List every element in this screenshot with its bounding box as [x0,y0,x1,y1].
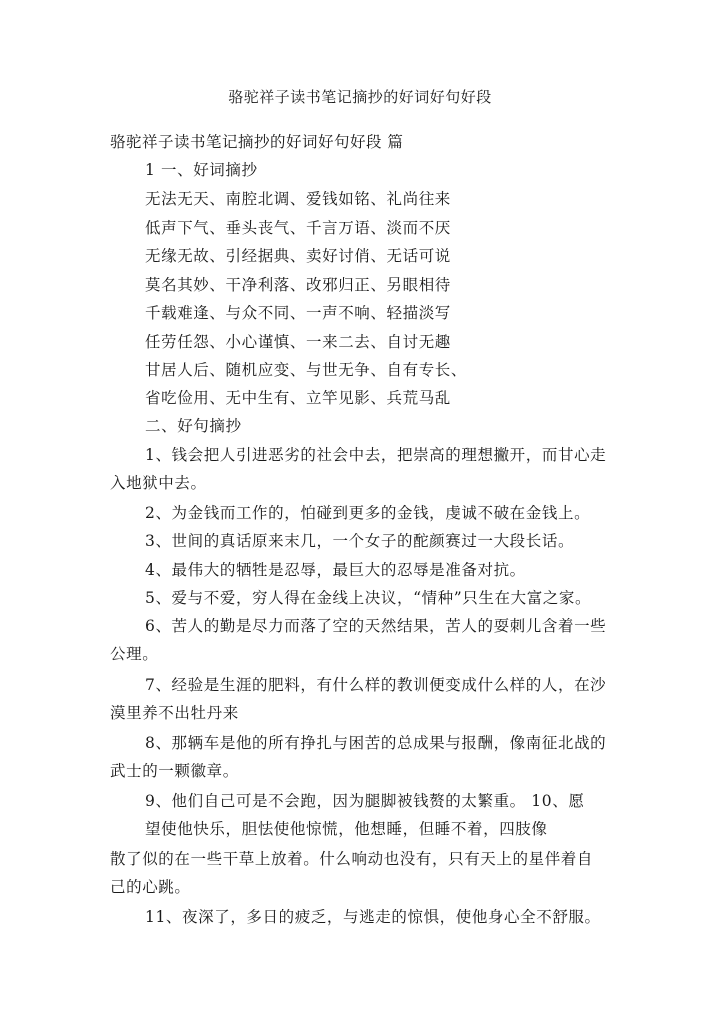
word-line: 省吃俭用、无中生有、立竿见影、兵荒马乱 [145,389,451,407]
section-heading-words: 1 一、好词摘抄 [145,161,258,179]
word-line: 低声下气、垂头丧气、千言万语、淡而不厌 [145,219,451,237]
document-title: 骆驼祥子读书笔记摘抄的好词好句好段 [228,88,492,106]
word-line: 无法无天、南腔北调、爱钱如铭、礼尚往来 [145,190,451,208]
sentence-line: 9、他们自己可是不会跑，因为腿脚被钱赘的太繁重。 10、愿 [145,792,585,810]
sentence-line: 入地狱中去。 [110,474,207,492]
sentence-line: 8、那辆车是他的所有挣扎与困苦的总成果与报酬，像南征北战的 [145,734,607,752]
sentence-line: 1、钱会把人引进恶劣的社会中去，把崇高的理想撇开，而甘心走 [145,446,607,464]
word-line: 无缘无故、引经据典、卖好讨俏、无话可说 [145,247,451,265]
sentence-line: 2、为金钱而工作的，怕碰到更多的金钱，虔诚不破在金钱上。 [145,504,591,522]
document-subtitle: 骆驼祥子读书笔记摘抄的好词好句好段 篇 [110,133,404,151]
word-line: 甘居人后、随机应变、与世无争、自有专长、 [145,361,468,379]
sentence-line: 6、苦人的勤是尽力而落了空的天然结果，苦人的耍刺儿含着一些 [145,617,607,635]
sentence-line: 望使他快乐，胆怯使他惊慌，他想睡，但睡不着，四肢像 [145,820,548,838]
sentence-line: 己的心跳。 [110,878,191,896]
sentence-line: 散了似的在一些干草上放着。什么响动也没有，只有天上的星伴着自 [110,850,594,868]
sentence-line: 4、最伟大的牺牲是忍辱，最巨大的忍辱是准备对抗。 [145,561,526,579]
word-line: 莫名其妙、干净利落、改邪归正、另眼相待 [145,276,451,294]
sentence-line: 漠里养不出牡丹来 [110,704,239,722]
word-line: 任劳任怨、小心谨慎、一来二去、自讨无趣 [145,333,451,351]
sentence-line: 武士的一颗徽章。 [110,762,239,780]
section-heading-sentences: 二、好句摘抄 [145,417,242,435]
sentence-line: 5、爱与不爱，穷人得在金线上决议，“情种”只生在大富之家。 [145,589,592,607]
word-line: 千载难逢、与众不同、一声不响、轻描淡写 [145,304,451,322]
sentence-line: 11、夜深了，多日的疲乏，与逃走的惊惧，使他身心全不舒服。 [145,908,601,926]
sentence-line: 公理。 [110,645,159,663]
sentence-line: 7、经验是生涯的肥料，有什么样的教训便变成什么样的人，在沙 [145,676,607,694]
sentence-line: 3、世间的真话原来末几，一个女子的酡颜赛过一大段长话。 [145,532,575,550]
